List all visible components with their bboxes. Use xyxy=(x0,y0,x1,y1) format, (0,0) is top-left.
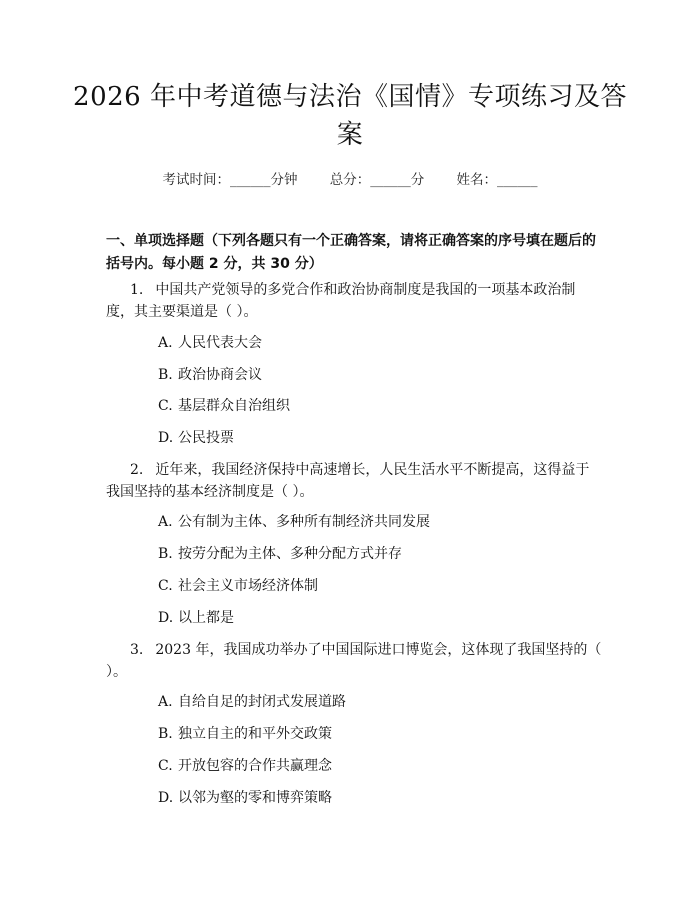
exam-time: 考试时间：______分钟 xyxy=(162,172,298,188)
option-text: 人民代表大会 xyxy=(178,335,262,351)
option-letter: B. xyxy=(158,546,173,562)
document-title: 2026 年中考道德与法治《国情》专项练习及答案 xyxy=(73,82,627,150)
option-text: 基层群众自治组织 xyxy=(178,398,290,414)
question-2-option-c xyxy=(158,576,318,596)
question-3-option-d xyxy=(158,788,332,808)
option-letter: D. xyxy=(158,430,174,446)
option-letter: B. xyxy=(158,726,173,742)
option-text: 以上都是 xyxy=(178,610,234,626)
question-2-option-d xyxy=(158,608,234,628)
option-text: 公有制为主体、多种所有制经济共同发展 xyxy=(178,514,430,530)
question-number: 3. xyxy=(130,642,144,658)
option-letter: A. xyxy=(158,514,173,530)
option-letter: C. xyxy=(158,578,173,594)
option-text: 社会主义市场经济体制 xyxy=(178,578,318,594)
option-text: 开放包容的合作共赢理念 xyxy=(178,758,332,774)
question-1-option-b xyxy=(158,365,262,385)
question-1-option-d xyxy=(158,428,234,448)
option-letter: C. xyxy=(158,398,173,414)
question-number: 2. xyxy=(130,462,144,478)
option-letter: D. xyxy=(158,610,174,626)
option-text: 政治协商会议 xyxy=(178,367,262,383)
question-2-option-b xyxy=(158,544,402,564)
question-3-option-c xyxy=(158,756,332,776)
option-text: 公民投票 xyxy=(178,430,234,446)
question-1-option-a xyxy=(158,333,262,353)
question-text: 2023 年，我国成功举办了中国国际进口博览会，这体现了我国坚持的（ ）。 xyxy=(106,642,602,680)
question-1 xyxy=(106,279,602,323)
question-2-option-a xyxy=(158,512,430,532)
option-letter: A. xyxy=(158,694,173,710)
option-letter: C. xyxy=(158,758,173,774)
option-text: 自给自足的封闭式发展道路 xyxy=(178,694,346,710)
exam-score: 总分：______分 xyxy=(329,172,425,188)
question-text: 近年来，我国经济保持中高速增长，人民生活水平不断提高，这得益于我国坚持的基本经济制度是（ ）。 xyxy=(106,462,590,500)
option-text: 按劳分配为主体、多种分配方式并存 xyxy=(178,546,402,562)
question-3-option-b xyxy=(158,724,332,744)
option-letter: B. xyxy=(158,367,173,383)
question-2 xyxy=(106,459,602,503)
option-letter: A. xyxy=(158,335,173,351)
question-1-option-c xyxy=(158,396,290,416)
question-3-option-a xyxy=(158,692,346,712)
exam-name: 姓名：______ xyxy=(456,172,538,188)
question-number: 1. xyxy=(130,282,144,298)
question-3 xyxy=(106,639,602,683)
option-letter: D. xyxy=(158,790,174,806)
exam-info xyxy=(0,168,700,188)
section-heading: 一、单项选择题（下列各题只有一个正确答案，请将正确答案的序号填在题后的括号内。每小题 2 分，共 30 分） xyxy=(106,233,596,272)
option-text: 以邻为壑的零和博弈策略 xyxy=(178,790,332,806)
option-text: 独立自主的和平外交政策 xyxy=(178,726,332,742)
question-text: 中国共产党领导的多党合作和政治协商制度是我国的一项基本政治制度，其主要渠道是（ ）。 xyxy=(106,282,576,320)
